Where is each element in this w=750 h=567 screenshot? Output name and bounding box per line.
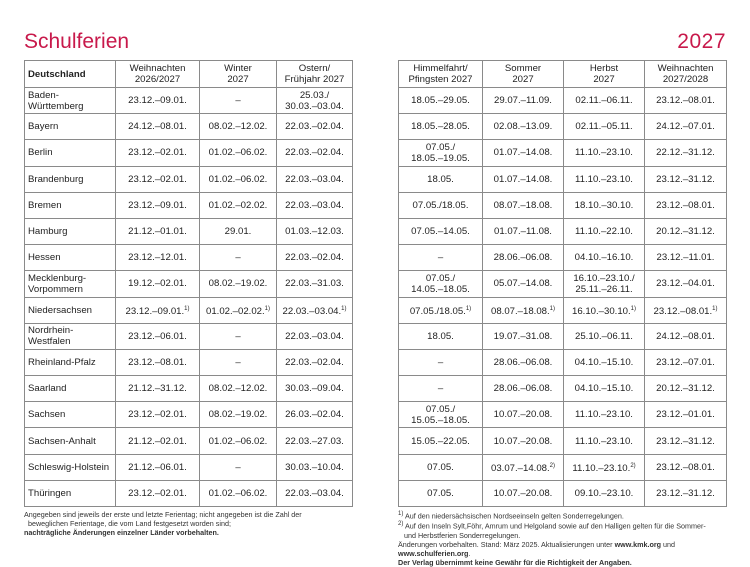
state-cell: Brandenburg xyxy=(25,166,116,192)
note-line: beweglichen Ferientage, die vom Land festgesetzt worden sind; xyxy=(28,519,231,528)
footnote-left xyxy=(24,510,344,537)
ostern-cell: 01.03.–12.03. xyxy=(277,218,353,244)
state-cell: Thüringen xyxy=(25,480,116,506)
winter-cell: – xyxy=(200,349,277,375)
winter-cell: – xyxy=(200,323,277,349)
ostern-cell: 30.03.–09.04. xyxy=(277,376,353,402)
ostern-cell: 22.03.–03.04.$^{1)}$ xyxy=(277,297,353,323)
table-row xyxy=(399,245,727,271)
table-row xyxy=(399,376,727,402)
link-schulferien[interactable]: www.schulferien.org xyxy=(398,548,469,558)
winter-cell: – xyxy=(200,88,277,114)
state-cell: Hessen xyxy=(25,245,116,271)
header-weihnachten-2027: Weihnachten 2027/2028 xyxy=(645,61,727,88)
sommer-cell: 10.07.–20.08. xyxy=(483,428,564,454)
himmelfahrt-cell: 07.05.–14.05. xyxy=(399,218,483,244)
sommer-cell: 19.07.–31.08. xyxy=(483,323,564,349)
ostern-cell: 25.03./ 30.03.–03.04. xyxy=(277,88,353,114)
himmelfahrt-cell: 07.05./ 15.05.–18.05. xyxy=(399,402,483,428)
weihnachten-cell: 23.12.–09.01. xyxy=(116,88,200,114)
footnote-2: $^{2)}$ Auf den Inseln Sylt,Föhr, Amrum und Helgoland sowie auf den Halligen gelten für die Sommer- xyxy=(398,521,706,531)
state-cell: Bayern xyxy=(25,114,116,140)
sommer-cell: 10.07.–20.08. xyxy=(483,480,564,506)
sommer-cell: 02.08.–13.09. xyxy=(483,114,564,140)
header-winter-2027: Winter 2027 xyxy=(200,61,277,88)
table-row xyxy=(25,297,353,323)
ostern-cell: 22.03.–03.04. xyxy=(277,192,353,218)
weihnachten-cell: 23.12.–06.01. xyxy=(116,323,200,349)
state-cell: Nordrhein- Westfalen xyxy=(25,323,116,349)
table-row xyxy=(399,402,727,428)
table-row xyxy=(399,140,727,166)
weihnachten-cell: 21.12.–01.01. xyxy=(116,218,200,244)
ostern-cell: 22.03.–03.04. xyxy=(277,480,353,506)
himmelfahrt-cell: 18.05. xyxy=(399,166,483,192)
ostern-cell: 22.03.–31.03. xyxy=(277,271,353,297)
table-row xyxy=(25,323,353,349)
table-row xyxy=(399,114,727,140)
herbst-cell: 11.10.–23.10.$^{2)}$ xyxy=(564,454,645,480)
himmelfahrt-cell: 07.05. xyxy=(399,454,483,480)
weihnachten-cell: 23.12.–08.01. xyxy=(645,454,727,480)
weihnachten-cell: 23.12.–02.01. xyxy=(116,140,200,166)
herbst-cell: 02.11.–05.11. xyxy=(564,114,645,140)
winter-cell: 01.02.–06.02. xyxy=(200,140,277,166)
himmelfahrt-cell: 07.05./18.05. xyxy=(399,192,483,218)
disclaimer: Der Verlag übernimmt keine Gewähr für die Richtigkeit der Angaben. xyxy=(398,557,632,567)
sommer-cell: 03.07.–14.08.$^{2)}$ xyxy=(483,454,564,480)
state-cell: Sachsen-Anhalt xyxy=(25,428,116,454)
weihnachten-cell: 21.12.–31.12. xyxy=(116,376,200,402)
table-row xyxy=(25,402,353,428)
himmelfahrt-cell: 18.05.–28.05. xyxy=(399,114,483,140)
table-row xyxy=(399,480,727,506)
table-row xyxy=(399,271,727,297)
state-cell: Sachsen xyxy=(25,402,116,428)
winter-cell: 01.02.–06.02. xyxy=(200,480,277,506)
note-line-bold: nachträgliche Änderungen einzelner Länder vorbehalten. xyxy=(24,528,219,537)
sommer-cell: 28.06.–06.08. xyxy=(483,245,564,271)
weihnachten-cell: 23.12.–09.01. xyxy=(116,192,200,218)
himmelfahrt-cell: 07.05./18.05.$^{1)}$ xyxy=(399,297,483,323)
weihnachten-cell: 23.12.–07.01. xyxy=(645,349,727,375)
update-note: Änderungen vorbehalten. Stand: März 2025. Aktualisierungen unter www.kmk.org und www.schulferien.org. xyxy=(398,539,676,558)
weihnachten-cell: 23.12.–31.12. xyxy=(645,428,727,454)
weihnachten-cell: 23.12.–08.01.$^{1)}$ xyxy=(645,297,727,323)
himmelfahrt-cell: 07.05. xyxy=(399,480,483,506)
sommer-cell: 08.07.–18.08. xyxy=(483,192,564,218)
table-row xyxy=(25,349,353,375)
weihnachten-cell: 23.12.–08.01. xyxy=(645,192,727,218)
sommer-cell: 01.07.–11.08. xyxy=(483,218,564,244)
sommer-cell: 05.07.–14.08. xyxy=(483,271,564,297)
sommer-cell: 08.07.–18.08.$^{1)}$ xyxy=(483,297,564,323)
ostern-cell: 22.03.–02.04. xyxy=(277,140,353,166)
holiday-table-right xyxy=(398,60,727,507)
state-cell: Mecklenburg- Vorpommern xyxy=(25,271,116,297)
header-himmelfahrt-pfingsten: Himmelfahrt/ Pfingsten 2027 xyxy=(399,61,483,88)
weihnachten-cell: 23.12.–02.01. xyxy=(116,402,200,428)
herbst-cell: 16.10.–30.10.$^{1)}$ xyxy=(564,297,645,323)
himmelfahrt-cell: – xyxy=(399,349,483,375)
winter-cell: 29.01. xyxy=(200,218,277,244)
weihnachten-cell: 23.12.–12.01. xyxy=(116,245,200,271)
weihnachten-cell: 20.12.–31.12. xyxy=(645,218,727,244)
winter-cell: 08.02.–19.02. xyxy=(200,402,277,428)
herbst-cell: 02.11.–06.11. xyxy=(564,88,645,114)
state-cell: Berlin xyxy=(25,140,116,166)
sommer-cell: 29.07.–11.09. xyxy=(483,88,564,114)
ostern-cell: 22.03.–02.04. xyxy=(277,114,353,140)
ostern-cell: 22.03.–27.03. xyxy=(277,428,353,454)
header-herbst-2027: Herbst 2027 xyxy=(564,61,645,88)
sommer-cell: 28.06.–06.08. xyxy=(483,349,564,375)
table-row xyxy=(25,166,353,192)
herbst-cell: 11.10.–23.10. xyxy=(564,402,645,428)
herbst-cell: 11.10.–22.10. xyxy=(564,218,645,244)
weihnachten-cell: 21.12.–06.01. xyxy=(116,454,200,480)
ostern-cell: 30.03.–10.04. xyxy=(277,454,353,480)
himmelfahrt-cell: – xyxy=(399,376,483,402)
table-row xyxy=(25,88,353,114)
note-line: Angegeben sind jeweils der erste und letzte Ferientag; nicht angegeben ist die Zahl der xyxy=(24,510,302,519)
table-row xyxy=(25,376,353,402)
himmelfahrt-cell: 07.05./ 18.05.–19.05. xyxy=(399,140,483,166)
table-row xyxy=(399,323,727,349)
header-sommer-2027: Sommer 2027 xyxy=(483,61,564,88)
himmelfahrt-cell: 07.05./ 14.05.–18.05. xyxy=(399,271,483,297)
table-row xyxy=(25,480,353,506)
weihnachten-cell: 23.12.–02.01. xyxy=(116,166,200,192)
sommer-cell: 01.07.–14.08. xyxy=(483,140,564,166)
table-row xyxy=(25,218,353,244)
footnote-2-cont: und Herbstferien Sonderregelungen. xyxy=(404,530,521,540)
winter-cell: 01.02.–02.02.$^{1)}$ xyxy=(200,297,277,323)
winter-cell: 08.02.–19.02. xyxy=(200,271,277,297)
herbst-cell: 11.10.–23.10. xyxy=(564,166,645,192)
weihnachten-cell: 20.12.–31.12. xyxy=(645,376,727,402)
page-title: Schulferien xyxy=(24,30,130,53)
winter-cell: – xyxy=(200,454,277,480)
table-row xyxy=(399,297,727,323)
himmelfahrt-cell: 18.05. xyxy=(399,323,483,349)
weihnachten-cell: 24.12.–07.01. xyxy=(645,114,727,140)
sommer-cell: 01.07.–14.08. xyxy=(483,166,564,192)
table-row xyxy=(25,114,353,140)
himmelfahrt-cell: – xyxy=(399,245,483,271)
table-row xyxy=(399,88,727,114)
weihnachten-cell: 23.12.–31.12. xyxy=(645,166,727,192)
table-row xyxy=(399,192,727,218)
herbst-cell: 04.10.–15.10. xyxy=(564,349,645,375)
weihnachten-cell: 23.12.–08.01. xyxy=(645,88,727,114)
table-row xyxy=(25,271,353,297)
table-row xyxy=(399,166,727,192)
ostern-cell: 22.03.–03.04. xyxy=(277,323,353,349)
footnote-right xyxy=(398,510,733,567)
state-cell: Saarland xyxy=(25,376,116,402)
table-row xyxy=(399,454,727,480)
state-cell: Rheinland-Pfalz xyxy=(25,349,116,375)
state-cell: Schleswig-Holstein xyxy=(25,454,116,480)
weihnachten-cell: 23.12.–31.12. xyxy=(645,480,727,506)
himmelfahrt-cell: 18.05.–29.05. xyxy=(399,88,483,114)
table-row xyxy=(25,192,353,218)
ostern-cell: 22.03.–02.04. xyxy=(277,245,353,271)
ostern-cell: 22.03.–02.04. xyxy=(277,349,353,375)
winter-cell: – xyxy=(200,245,277,271)
weihnachten-cell: 23.12.–09.01.$^{1)}$ xyxy=(116,297,200,323)
weihnachten-cell: 24.12.–08.01. xyxy=(116,114,200,140)
link-kmk[interactable]: www.kmk.org xyxy=(614,539,662,549)
weihnachten-cell: 23.12.–04.01. xyxy=(645,271,727,297)
state-cell: Hamburg xyxy=(25,218,116,244)
herbst-cell: 11.10.–23.10. xyxy=(564,428,645,454)
weihnachten-cell: 19.12.–02.01. xyxy=(116,271,200,297)
table-row xyxy=(399,349,727,375)
ostern-cell: 22.03.–03.04. xyxy=(277,166,353,192)
winter-cell: 01.02.–02.02. xyxy=(200,192,277,218)
table-row xyxy=(399,218,727,244)
table-row xyxy=(25,454,353,480)
winter-cell: 08.02.–12.02. xyxy=(200,114,277,140)
weihnachten-cell: 22.12.–31.12. xyxy=(645,140,727,166)
state-cell: Niedersachsen xyxy=(25,297,116,323)
state-cell: Bremen xyxy=(25,192,116,218)
winter-cell: 01.02.–06.02. xyxy=(200,166,277,192)
winter-cell: 01.02.–06.02. xyxy=(200,428,277,454)
table-row xyxy=(25,428,353,454)
sommer-cell: 10.07.–20.08. xyxy=(483,402,564,428)
herbst-cell: 25.10.–06.11. xyxy=(564,323,645,349)
holiday-table-left xyxy=(24,60,353,507)
herbst-cell: 09.10.–23.10. xyxy=(564,480,645,506)
header-weihnachten-2026: Weihnachten 2026/2027 xyxy=(116,61,200,88)
herbst-cell: 04.10.–15.10. xyxy=(564,376,645,402)
himmelfahrt-cell: 15.05.–22.05. xyxy=(399,428,483,454)
ostern-cell: 26.03.–02.04. xyxy=(277,402,353,428)
state-cell: Baden- Württemberg xyxy=(25,88,116,114)
header-deutschland: Deutschland xyxy=(25,61,116,88)
weihnachten-cell: 23.12.–02.01. xyxy=(116,480,200,506)
sommer-cell: 28.06.–06.08. xyxy=(483,376,564,402)
header-ostern-2027: Ostern/ Frühjahr 2027 xyxy=(277,61,353,88)
weihnachten-cell: 21.12.–02.01. xyxy=(116,428,200,454)
table-row xyxy=(25,245,353,271)
herbst-cell: 16.10.–23.10./ 25.11.–26.11. xyxy=(564,271,645,297)
weihnachten-cell: 23.12.–11.01. xyxy=(645,245,727,271)
herbst-cell: 04.10.–16.10. xyxy=(564,245,645,271)
year-label: 2027 xyxy=(677,30,726,53)
footnote-1: $^{1)}$ Auf den niedersächsischen Nordseeinseln gelten Sonderregelungen. xyxy=(398,511,624,521)
herbst-cell: 18.10.–30.10. xyxy=(564,192,645,218)
herbst-cell: 11.10.–23.10. xyxy=(564,140,645,166)
table-row xyxy=(399,428,727,454)
weihnachten-cell: 23.12.–01.01. xyxy=(645,402,727,428)
weihnachten-cell: 23.12.–08.01. xyxy=(116,349,200,375)
weihnachten-cell: 24.12.–08.01. xyxy=(645,323,727,349)
winter-cell: 08.02.–12.02. xyxy=(200,376,277,402)
table-row xyxy=(25,140,353,166)
